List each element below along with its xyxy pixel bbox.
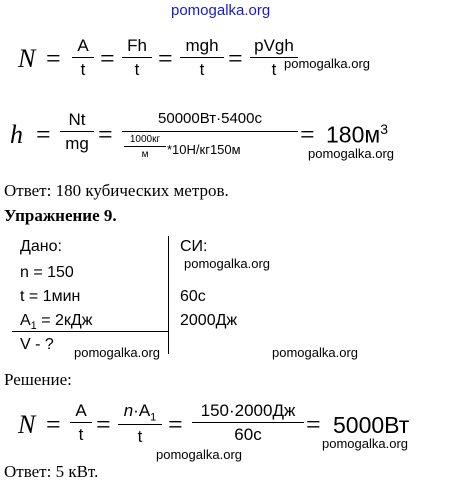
find-V: V - ? [20,336,54,353]
watermark: pomogalka.org [74,345,160,360]
result-volume: $180м^3$ [326,121,388,148]
fraction-nA1-over-t: $n\cdot A_1$ t [118,401,162,447]
formula-symbol-h: h [10,120,23,149]
watermark: pomogalka.org [272,345,358,360]
equals-sign: = [46,410,61,439]
fraction-main-numerator: 50000Вт·5400с [158,110,262,127]
equals-sign: = [300,120,315,149]
given-header: Дано: [20,238,62,255]
equals-sign: = [168,410,183,439]
denominator-rest: *10Н/кг150м [167,142,241,157]
watermark: pomogalka.org [322,436,408,451]
equals-sign: = [46,44,61,73]
equals-sign: = [306,410,321,439]
equals-sign: = [98,120,113,149]
watermark-top: pomogalka.org [171,2,271,19]
exercise-title: Упражнение 9. [4,206,117,225]
watermark: pomogalka.org [308,146,394,161]
equals-sign: = [96,410,111,439]
fraction-bar [122,131,298,132]
watermark: pomogalka.org [156,447,242,462]
si-header: СИ: [180,238,208,255]
equals-sign: = [228,44,243,73]
answer-2: Ответ: 5 кВт. [4,462,99,481]
result-power: 5000Вт [333,412,410,438]
fraction-Nt-over-mg: Nt mg [60,110,94,154]
si-row-t: 60с [180,288,206,305]
solution-label: Решение: [4,370,72,389]
fraction-density: 1000кг м [124,134,166,160]
watermark: pomogalka.org [284,56,370,71]
si-row-A1: 2000Дж [180,312,238,329]
given-row-t: t = 1мин [20,288,81,305]
fraction-Fh-over-t: Fh t [122,36,152,80]
equals-sign: = [158,44,173,73]
formula-symbol-N: N [18,44,36,73]
fraction-mgh-over-t: mgh t [180,36,224,80]
answer-1: Ответ: 180 кубических метров. [4,181,229,200]
watermark: pomogalka.org [184,256,270,271]
equals-sign: = [36,120,51,149]
given-vertical-divider [168,236,169,354]
fraction-A-over-t: A t [70,401,92,445]
formula-symbol-N: N [18,410,36,439]
fraction-A-over-t: A t [72,36,94,80]
equals-sign: = [100,44,115,73]
fraction-values: 150·2000Дж 60с [192,401,304,445]
fraction-pVgh-over-t: pVgh t [250,36,298,80]
given-row-n: n = 150 [20,264,74,281]
given-row-A1: $A_1 = 2кДж$ [20,312,93,333]
